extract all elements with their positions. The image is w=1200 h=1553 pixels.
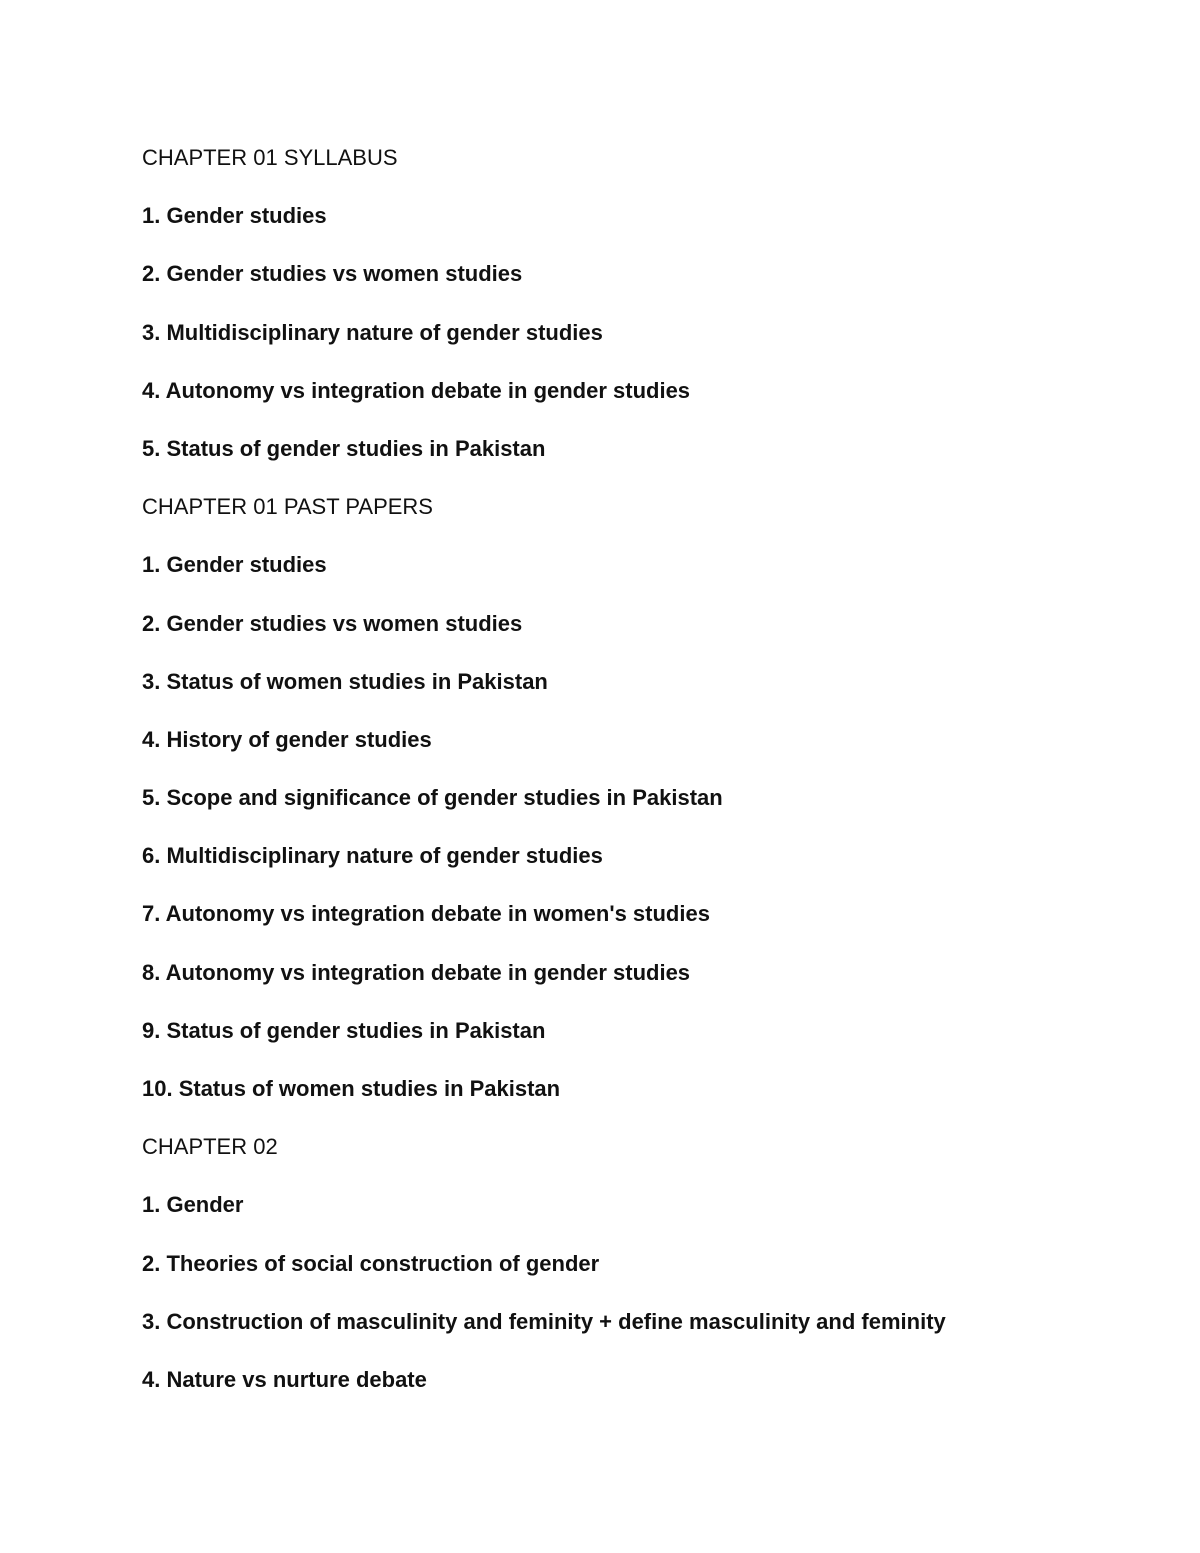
list-item: 4. Autonomy vs integration debate in gender studies	[142, 377, 691, 403]
document-body	[142, 143, 1142, 1423]
list-item: 9. Status of gender studies in Pakistan	[142, 1017, 546, 1043]
list-item: 1. Gender studies	[142, 552, 327, 578]
list-item: 3. Multidisciplinary nature of gender studies	[142, 319, 603, 345]
list-item: 6. Multidisciplinary nature of gender studies	[142, 843, 603, 869]
section-heading-chapter-01-syllabus: CHAPTER 01 SYLLABUS	[142, 145, 398, 170]
list-item: 2. Gender studies vs women studies	[142, 610, 523, 636]
list-item: 8. Autonomy vs integration debate in gender studies	[142, 959, 691, 985]
list-item: 4. Nature vs nurture debate	[142, 1366, 427, 1392]
list-item: 5. Scope and significance of gender studies in Pakistan	[142, 785, 723, 811]
list-item: 3. Status of women studies in Pakistan	[142, 668, 548, 694]
list-item: 3. Construction of masculinity and feminity + define masculinity and feminity	[142, 1308, 946, 1334]
list-item: 4. History of gender studies	[142, 726, 432, 752]
section-heading-chapter-02: CHAPTER 02	[142, 1134, 278, 1160]
list-item: 5. Status of gender studies in Pakistan	[142, 435, 546, 461]
list-item: 1. Gender studies	[142, 203, 327, 229]
list-item: 2. Gender studies vs women studies	[142, 261, 523, 287]
section-heading-chapter-01-past-papers: CHAPTER 01 PAST PAPERS	[142, 494, 433, 520]
list-item: 2. Theories of social construction of gender	[142, 1250, 600, 1276]
list-item: 10. Status of women studies in Pakistan	[142, 1076, 561, 1101]
list-item: 1. Gender	[142, 1192, 244, 1218]
list-item: 7. Autonomy vs integration debate in women's studies	[142, 901, 710, 927]
